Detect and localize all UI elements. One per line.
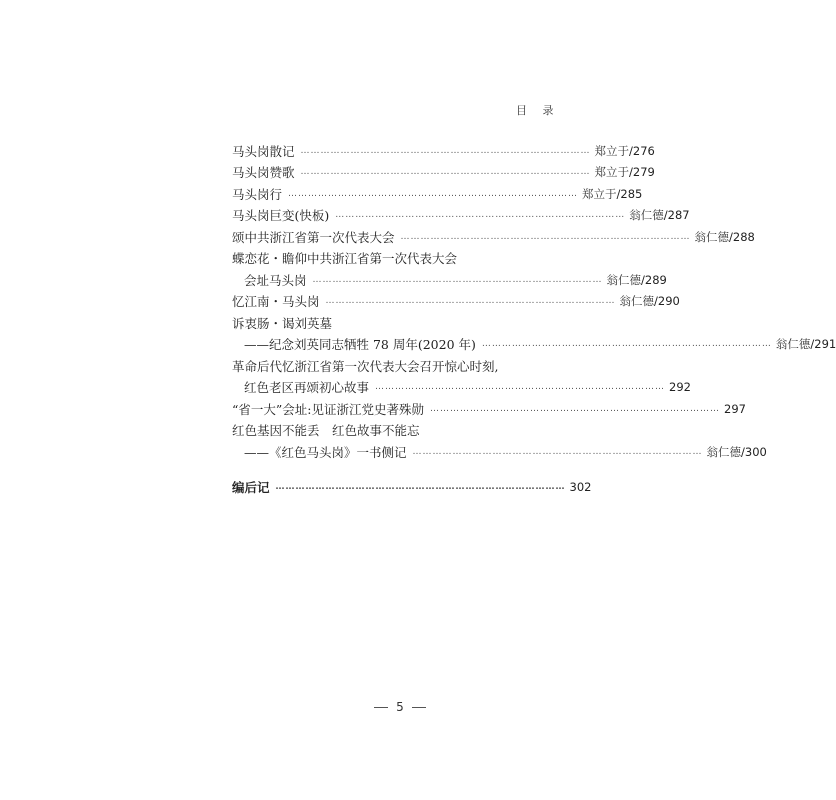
toc-entry-title: 颂中共浙江省第一次代表大会 bbox=[232, 229, 395, 245]
toc-entry[interactable]: 马头岗散记 …………………………………………………………………………… 郑立于 / 276 bbox=[232, 143, 655, 159]
page-number: 5 bbox=[396, 700, 404, 714]
toc-entry-title: 红色基因不能丢 红色故事不能忘 bbox=[232, 423, 420, 439]
toc-entry-line[interactable] bbox=[232, 248, 568, 270]
toc-entry-author: 郑立于 bbox=[594, 143, 630, 158]
toc-entry-line[interactable] bbox=[232, 355, 568, 377]
toc-entry-title: 编后记 bbox=[232, 480, 270, 496]
toc-entry[interactable]: 忆江南・马头岗 …………………………………………………………………………… 翁仁德 / 290 bbox=[232, 294, 680, 310]
toc-entry-page: 292 bbox=[669, 380, 691, 395]
toc-entry-page: 297 bbox=[724, 401, 746, 416]
leader-dots: …………………………………………………………………………… bbox=[375, 382, 666, 393]
toc-entry-title: ——《红色马头岗》一书侧记 bbox=[244, 444, 407, 460]
toc-entry-page: 289 bbox=[644, 272, 667, 287]
toc-entry-author: 翁仁德 bbox=[694, 229, 730, 244]
toc-entry[interactable]: 会址马头岗 …………………………………………………………………………… 翁仁德 / 289 bbox=[244, 272, 667, 288]
toc-entry-title: 马头岗行 bbox=[232, 186, 283, 202]
toc-entry-page: 285 bbox=[620, 186, 643, 201]
toc-entry-author: 翁仁德 bbox=[619, 294, 655, 309]
toc-entry[interactable] bbox=[232, 477, 592, 499]
leader-dots: …………………………………………………………………………… bbox=[325, 296, 616, 307]
footer-dash-right bbox=[412, 707, 426, 708]
leader-dots: …………………………………………………………………………… bbox=[481, 339, 772, 350]
toc-entry-page: 287 bbox=[667, 208, 690, 223]
leader-dots: …………………………………………………………………………… bbox=[300, 167, 591, 178]
toc-entry[interactable]: ——《红色马头岗》一书侧记 …………………………………………………………………………… 翁仁德 / 300 bbox=[244, 444, 767, 460]
toc-entry-title: 诉衷肠・谒刘英墓 bbox=[232, 315, 333, 331]
table-of-contents bbox=[232, 140, 836, 498]
toc-entry[interactable]: 马头岗巨变(快板) …………………………………………………………………………… 翁仁德 / 287 bbox=[232, 208, 690, 224]
leader-dots: …………………………………………………………………………… bbox=[335, 210, 626, 221]
toc-entry-page: 302 bbox=[569, 480, 592, 495]
toc-entry-title: 红色老区再颂初心故事 bbox=[244, 380, 370, 396]
toc-entry[interactable]: 马头岗赞歌 …………………………………………………………………………… 郑立于 / 279 bbox=[232, 165, 655, 181]
leader-dots: …………………………………………………………………………… bbox=[288, 188, 579, 199]
toc-entry-title: 会址马头岗 bbox=[244, 272, 307, 288]
toc-entry-line[interactable] bbox=[232, 312, 568, 334]
toc-entry-author: 翁仁德 bbox=[775, 337, 811, 352]
leader-dots: …………………………………………………………………………… bbox=[275, 482, 566, 493]
toc-entry[interactable] bbox=[232, 398, 746, 420]
toc-entry[interactable]: ——纪念刘英同志牺牲 78 周年(2020 年) …………………………………………………………………………… 翁仁德 / 291 bbox=[244, 337, 836, 353]
toc-entry-author: 翁仁德 bbox=[629, 208, 664, 223]
toc-entry-title: 马头岗巨变(快板) bbox=[232, 208, 330, 224]
toc-entry-page: 279 bbox=[632, 165, 655, 180]
toc-entry-title: 忆江南・马头岗 bbox=[232, 294, 320, 310]
toc-entry-title: 马头岗赞歌 bbox=[232, 165, 295, 181]
toc-entry-page: 290 bbox=[657, 294, 680, 309]
toc-entry-page: 288 bbox=[732, 229, 755, 244]
toc-entry-line[interactable] bbox=[232, 420, 568, 442]
toc-entry[interactable]: 颂中共浙江省第一次代表大会 …………………………………………………………………………… 翁仁德 / 288 bbox=[232, 229, 755, 245]
toc-entry-title: 蝶恋花・瞻仰中共浙江省第一次代表大会 bbox=[232, 251, 458, 267]
toc-entry-title: 革命后代忆浙江省第一次代表大会召开惊心时刻, bbox=[232, 358, 499, 374]
page-footer bbox=[0, 700, 800, 714]
toc-entry-author: 郑立于 bbox=[582, 186, 617, 201]
toc-entry-author: 翁仁德 bbox=[706, 444, 742, 459]
running-head: 目 录 bbox=[516, 104, 560, 117]
toc-entry[interactable] bbox=[232, 377, 691, 399]
toc-entry-page: 276 bbox=[632, 143, 655, 158]
toc-entry-author: 翁仁德 bbox=[606, 272, 642, 287]
leader-dots: …………………………………………………………………………… bbox=[412, 446, 703, 457]
toc-entry-page: 300 bbox=[744, 444, 767, 459]
leader-dots: …………………………………………………………………………… bbox=[300, 145, 591, 156]
toc-entry-title: ——纪念刘英同志牺牲 78 周年(2020 年) bbox=[244, 337, 476, 353]
leader-dots: …………………………………………………………………………… bbox=[400, 231, 691, 242]
toc-entry-author: 郑立于 bbox=[594, 165, 630, 180]
toc-entry-title: “省一大”会址:见证浙江党史著殊勋 bbox=[232, 401, 424, 417]
leader-dots: …………………………………………………………………………… bbox=[430, 403, 720, 414]
toc-entry-title: 马头岗散记 bbox=[232, 143, 295, 159]
leader-dots: …………………………………………………………………………… bbox=[312, 274, 603, 285]
toc-entry-page: 291 bbox=[814, 337, 836, 352]
footer-dash-left bbox=[374, 707, 388, 708]
toc-entry[interactable]: 马头岗行 …………………………………………………………………………… 郑立于 / 285 bbox=[232, 186, 643, 202]
